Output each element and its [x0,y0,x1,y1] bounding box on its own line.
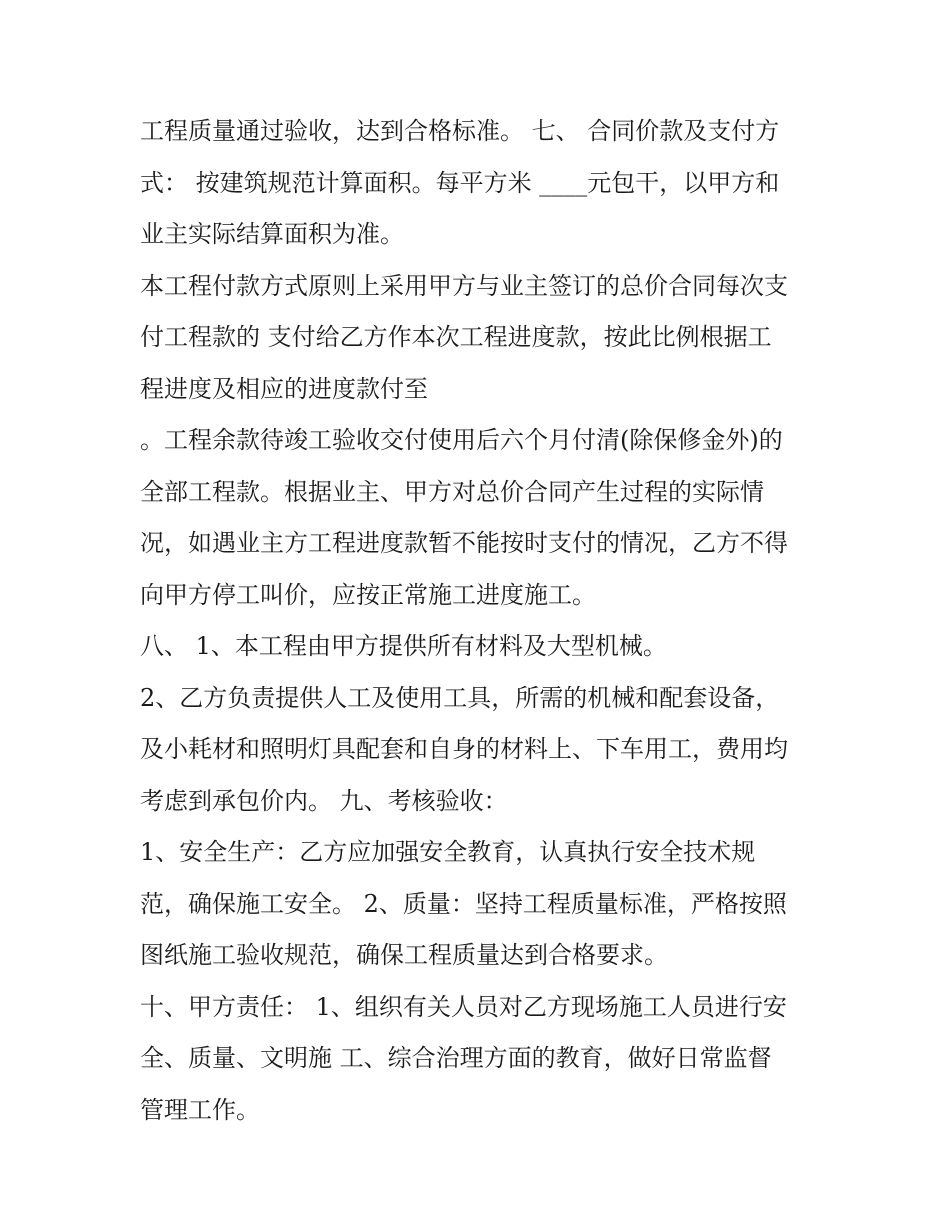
text-line: 付工程款的 支付给乙方作本次工程进度款，按此比例根据工 [140,323,772,351]
text-line: 及小耗材和照明灯具配套和自身的材料上、下车用工，费用均 [140,735,788,763]
text-line: 十、甲方责任： 1、组织有关人员对乙方现场施工人员进行安 [140,992,787,1021]
text-line: 八、 1、本工程由甲方提供所有材料及大型机械。 [140,632,667,660]
text-line: 式： 按建筑规范计算面积。每平方米 ____元包干，以甲方和 [140,168,780,197]
text-line: 考虑到承包价内。 九、考核验收： [140,786,508,815]
text-line: 况，如遇业主方工程进度款暂不能按时支付的情况，乙方不得 [140,529,788,557]
text-line: 图纸施工验收规范，确保工程质量达到合格要求。 [140,941,668,969]
text-line: 向甲方停工叫价，应按正常施工进度施工。 [140,580,596,609]
text-line: 本工程付款方式原则上采用甲方与业主签订的总价合同每次支 [140,271,788,300]
text-line: 业主实际结算面积为准。 [140,220,404,248]
text-line: 2、乙方负责提供人工及使用工具，所需的机械和配套设备， [140,683,780,712]
text-line: 全、质量、文明施 工、综合治理方面的教育，做好日常监督 [140,1044,772,1072]
text-line: 1、安全生产：乙方应加强安全教育，认真执行安全技术规 [140,838,756,866]
text-line: 全部工程款。根据业主、甲方对总价合同产生过程的实际情 [140,477,764,506]
contract-text-body [140,106,830,1136]
text-line: 工程质量通过验收，达到合格标准。 七、 合同价款及支付方 [140,117,780,145]
text-line: 。工程余款待竣工验收交付使用后六个月付清(除保修金外)的 [140,426,783,454]
text-line: 管理工作。 [140,1095,260,1124]
text-line: 程进度及相应的进度款付至 [140,374,428,403]
text-line: 范，确保施工安全。 2、质量：坚持工程质量标准，严格按照 [140,889,787,918]
